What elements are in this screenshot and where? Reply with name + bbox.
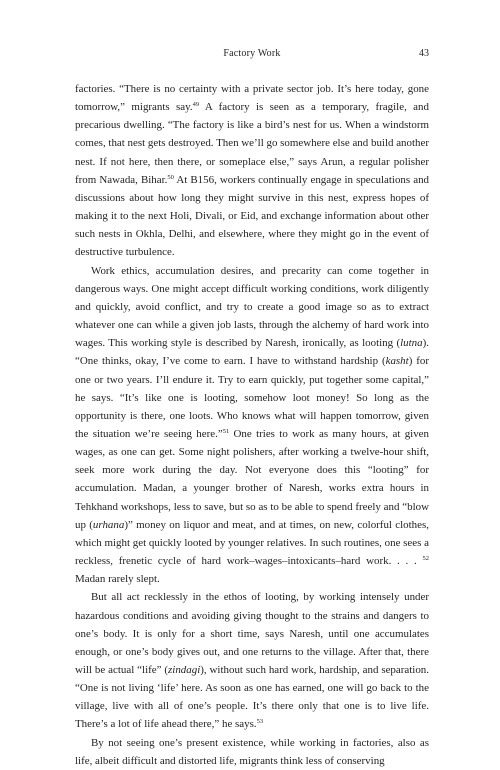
italic-term: lutna	[400, 337, 423, 350]
page-header	[75, 45, 429, 63]
paragraph	[75, 80, 429, 262]
paragraph	[75, 734, 429, 770]
text-run: )” money on liquor and meat, and at times, on new, colorful clothes, which might get quickly looted by younger relatives. In such routines, one sees a reckless, frenetic cycle of hard work–wages–intoxicants–hard work. . . .	[75, 518, 429, 568]
text-run: Work ethics, accumulation desires, and precarity can come together in dangerous ways. One might accept difficult working conditions, work diligently and quickly, avoid conflict, and try to create a good image so as to extract whatever one can while a given job lasts, through the alchemy of hard work into wages. This working style is described by Naresh, ironically, as looting (	[75, 264, 429, 350]
footnote-ref: 52	[422, 555, 429, 563]
text-run: But all act recklessly in the ethos of looting, by working intensely under hazardous conditions and avoiding giving thought to the strains and dangers to one’s body. It is only for a short time, says Naresh, until one accumulates enough, or one’s body gives out, and one returns to the village. After that, there will be actual “life” (	[75, 591, 429, 676]
text-run: A factory is seen as a temporary, fragile, and precarious dwelling. “The factory is like a bird’s nest for us. When a windstorm comes, that nest gets destroyed. Then we’ll go somewhere else and build another nest. If not here, then there, or someplace else,” says Arun, a regular polisher from Nawada, Bihar.	[75, 101, 429, 186]
running-head: Factory Work	[223, 48, 281, 59]
footnote-ref: 51	[222, 427, 230, 435]
footnote-ref: 50	[167, 173, 174, 181]
text-run: ). “One thinks, okay, I’ve come to earn. I have to withstand hardship (	[75, 337, 429, 368]
text-run: One tries to work as many hours, at given wages, as one can get. Some night polishers, after working a twelve-hour shift, seek more work during the day. Not everyone does this “looting” for accumulation. Madan, a younger brother of Naresh, works extra hours in Tehkhand workshops, less to save, but so as to be able to spend freely and “blow up (	[75, 427, 430, 531]
italic-term: zindagi	[168, 664, 201, 676]
text-run: By not seeing one’s present existence, while working in factories, also as life, albeit difficult and distorted life, migrants think less of conserving	[75, 736, 429, 767]
italic-term: urhana	[92, 518, 125, 531]
text-run: Madan rarely slept.	[75, 573, 160, 586]
italic-term: kasht	[385, 355, 409, 368]
paragraph	[75, 588, 429, 733]
body-text	[75, 80, 429, 770]
page-number: 43	[419, 48, 429, 59]
footnote-ref: 53	[256, 718, 264, 726]
paragraph	[75, 262, 429, 589]
text-run: ), without such hard work, hardship, and separation. “One is not living ‘life’ here. As soon as one has earned, one will go back to the village, live with all of one’s people. It’s there only that one is to live life. There’s a lot of life ahead there,” he says.	[75, 664, 430, 731]
text-run: ) for one or two years. I’ll endure it. Try to earn quickly, put together some capital,” he says. “It’s like one is looting, somehow loot money! So long as the opportunity is there, one loots. Who knows what will happen tomorrow, given the situation we’re seeing here.”	[75, 355, 429, 440]
text-run: factories. “There is no certainty with a private sector job. It’s here today, gone tomorrow,” migrants say.	[75, 83, 429, 114]
text-run: At B156, workers continually engage in speculations and discussions about how long they might survive in this nest, express hopes of making it to the next Holi, Divali, or Eid, and exchange information about other such nests in Okhla, Delhi, and elsewhere, where they might go in the event of destructive turbulence.	[75, 173, 430, 259]
footnote-ref: 49	[192, 101, 200, 109]
